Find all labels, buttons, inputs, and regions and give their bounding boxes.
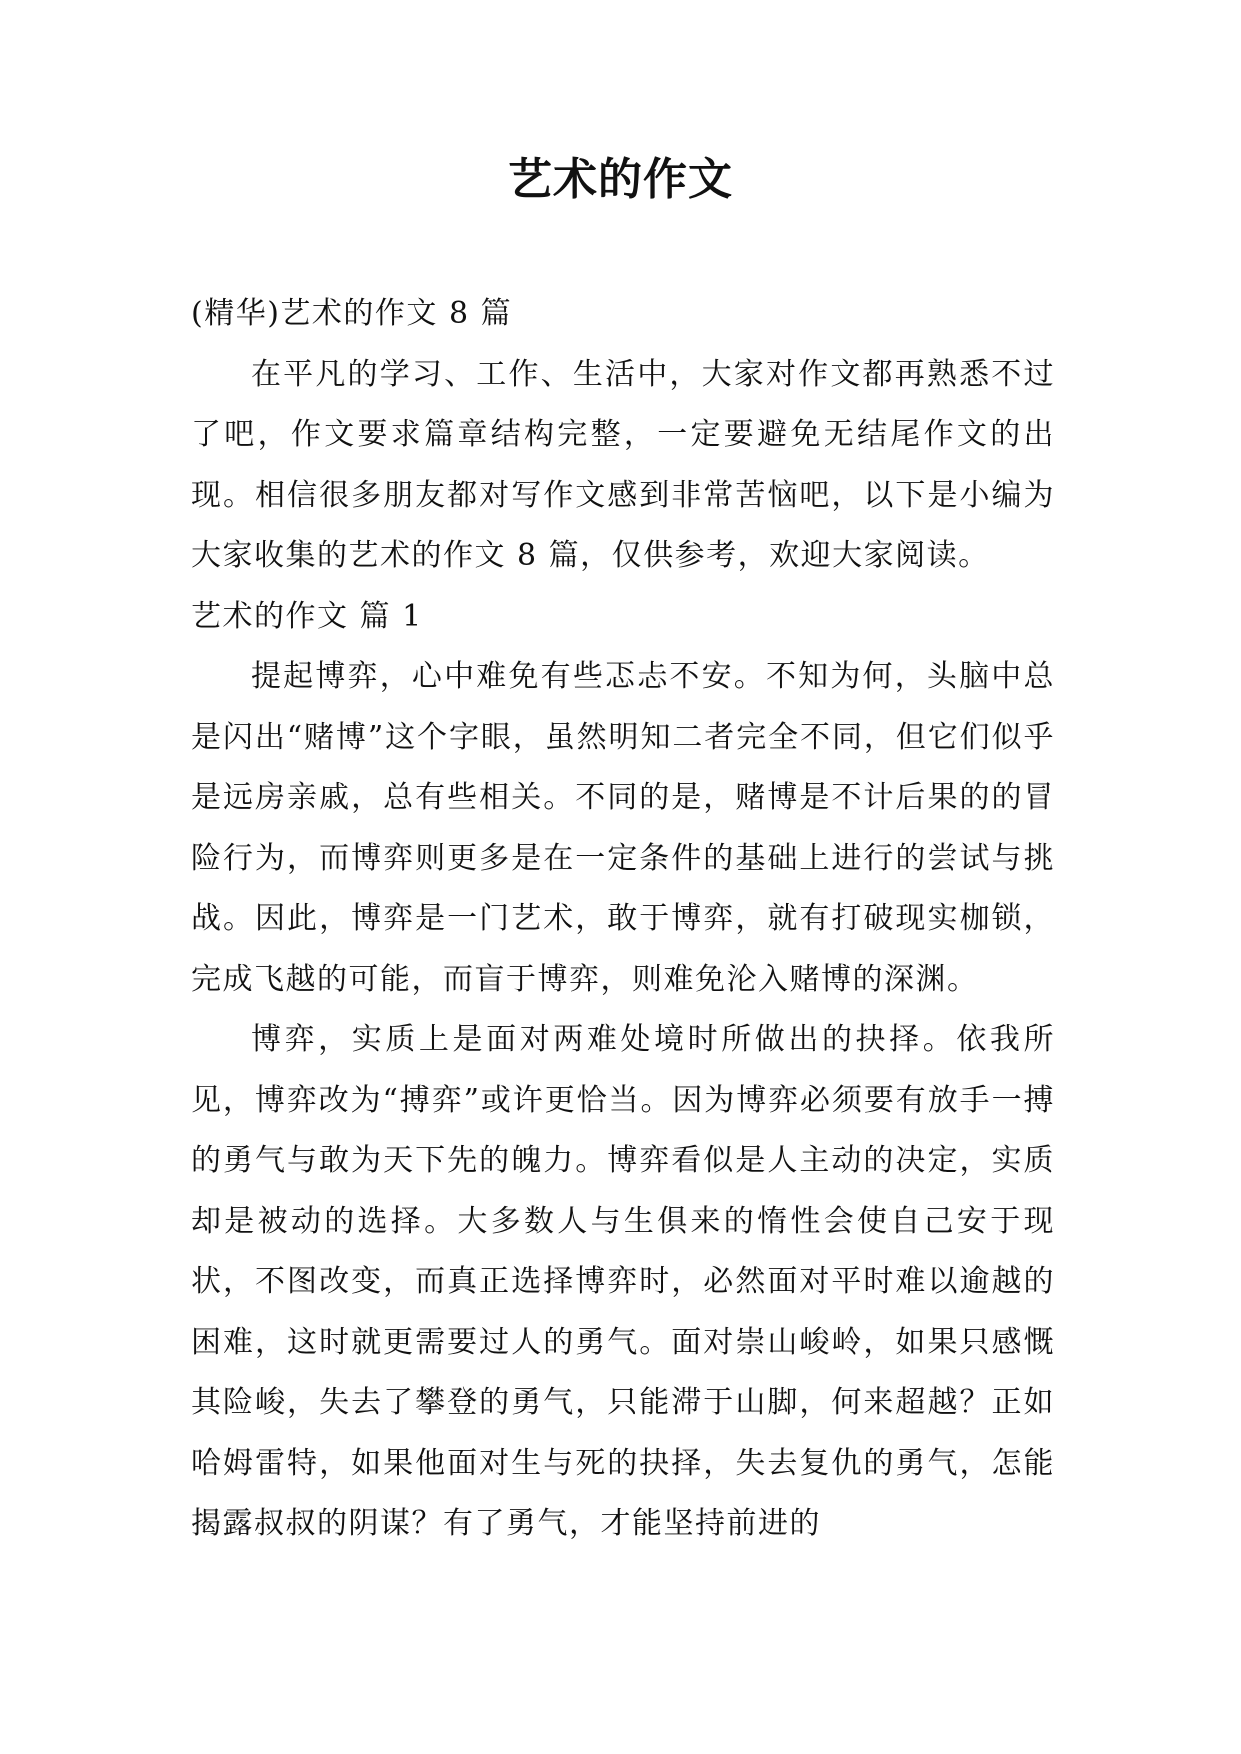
section-heading: 艺术的作文 篇 1: [191, 598, 423, 634]
body-paragraph: 提起博弈，心中难免有些忑忐不安。不知为何，头脑中总是闪出“赌博”这个字眼，虽然明知二者完全不同，但它们似乎是远房亲戚，总有些相关。不同的是，赌博是不计后果的的冒险行为，而博弈则更多是在一定条件的基础上进行的尝试与挑战。因此，博弈是一门艺术，敢于博弈，就有打破现实枷锁，完成飞越的可能，而盲于博弈，则难免沦入赌博的深渊。: [191, 659, 1055, 997]
body-paragraph: 博弈，实质上是面对两难处境时所做出的抉择。依我所见，博弈改为“搏弈”或许更恰当。因为博弈必须要有放手一搏的勇气与敢为天下先的魄力。博弈看似是人主动的决定，实质却是被动的选择。大多数人与生俱来的惰性会使自己安于现状，不图改变，而真正选择博弈时，必然面对平时难以逾越的困难，这时就更需要过人的勇气。面对崇山峻岭，如果只感慨其险峻，失去了攀登的勇气，只能滞于山脚，何来超越？正如哈姆雷特，如果他面对生与死的抉择，失去复仇的勇气，怎能揭露叔叔的阴谋？有了勇气，才能坚持前进的: [191, 1022, 1055, 1541]
document-title: 艺术的作文: [508, 154, 733, 205]
document-body: [191, 284, 1055, 1555]
document-subtitle: (精华)艺术的作文 8 篇: [191, 296, 513, 331]
intro-paragraph: 在平凡的学习、工作、生活中，大家对作文都再熟悉不过了吧，作文要求篇章结构完整，一定要避免无结尾作文的出现。相信很多朋友都对写作文感到非常苦恼吧，以下是小编为大家收集的艺术的作文 8 篇，仅供参考，欢迎大家阅读。: [191, 356, 1055, 573]
